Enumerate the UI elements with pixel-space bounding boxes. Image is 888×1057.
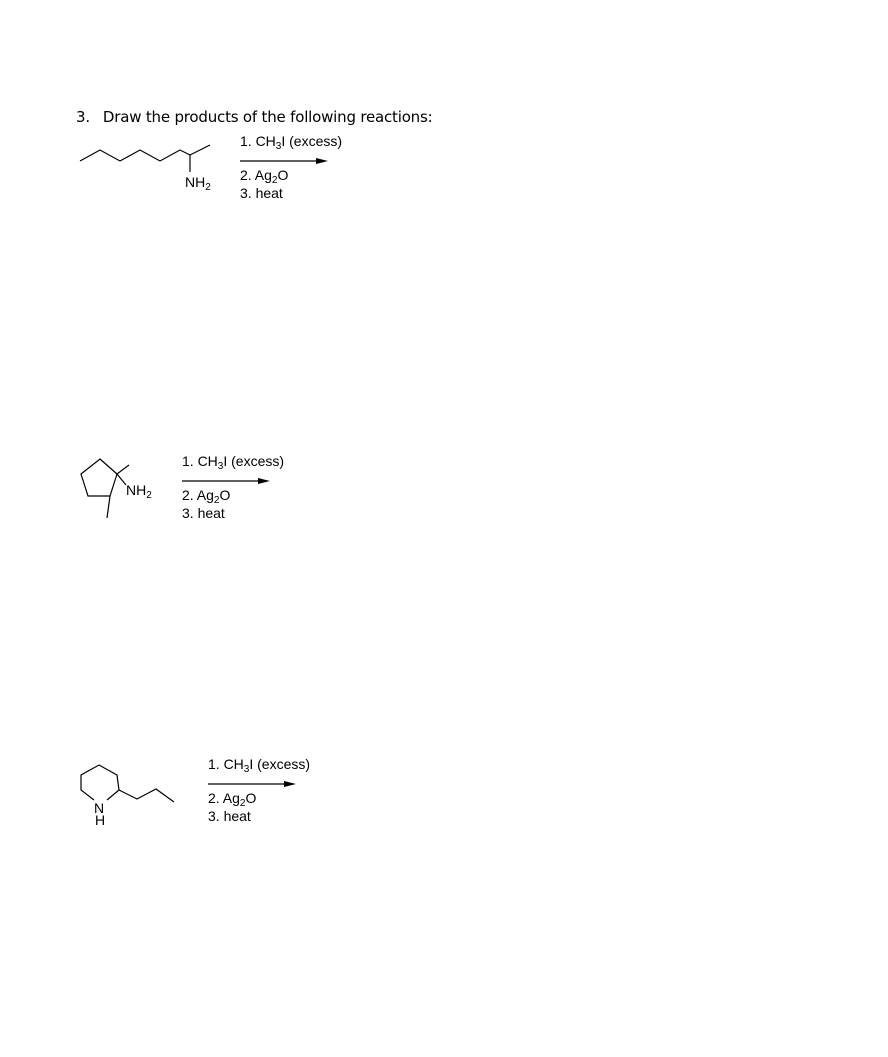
condition-step-2: 2. $Ag_2O$ [240, 167, 289, 186]
amine-label: $NH_2$ [126, 482, 152, 501]
condition-step-2: 2. $Ag_2O$ [208, 790, 257, 809]
piperidine-ring [81, 765, 119, 800]
condition-step-1: 1. $CH_3I$ (excess) [240, 133, 343, 152]
propyl-chain [119, 789, 174, 802]
condition-step-1: 1. $CH_3I$ (excess) [208, 756, 311, 775]
condition-step-3: 3. heat [208, 808, 251, 824]
amine-label: $NH_2$ [185, 174, 211, 193]
condition-step-1: 1. $CH_3I$ (excess) [182, 453, 285, 472]
condition-step-2: 2. $Ag_2O$ [182, 487, 231, 506]
condition-step-3: 3. heat [240, 185, 283, 201]
condition-step-3: 3. heat [182, 505, 225, 521]
question-number: 3. [76, 108, 90, 126]
ring-nitrogen-label: N [94, 800, 105, 816]
ring-nh-hydrogen-label: H [95, 812, 106, 828]
question-text: Draw the products of the following reactions: [102, 108, 433, 126]
reaction-arrow-head [284, 781, 296, 787]
